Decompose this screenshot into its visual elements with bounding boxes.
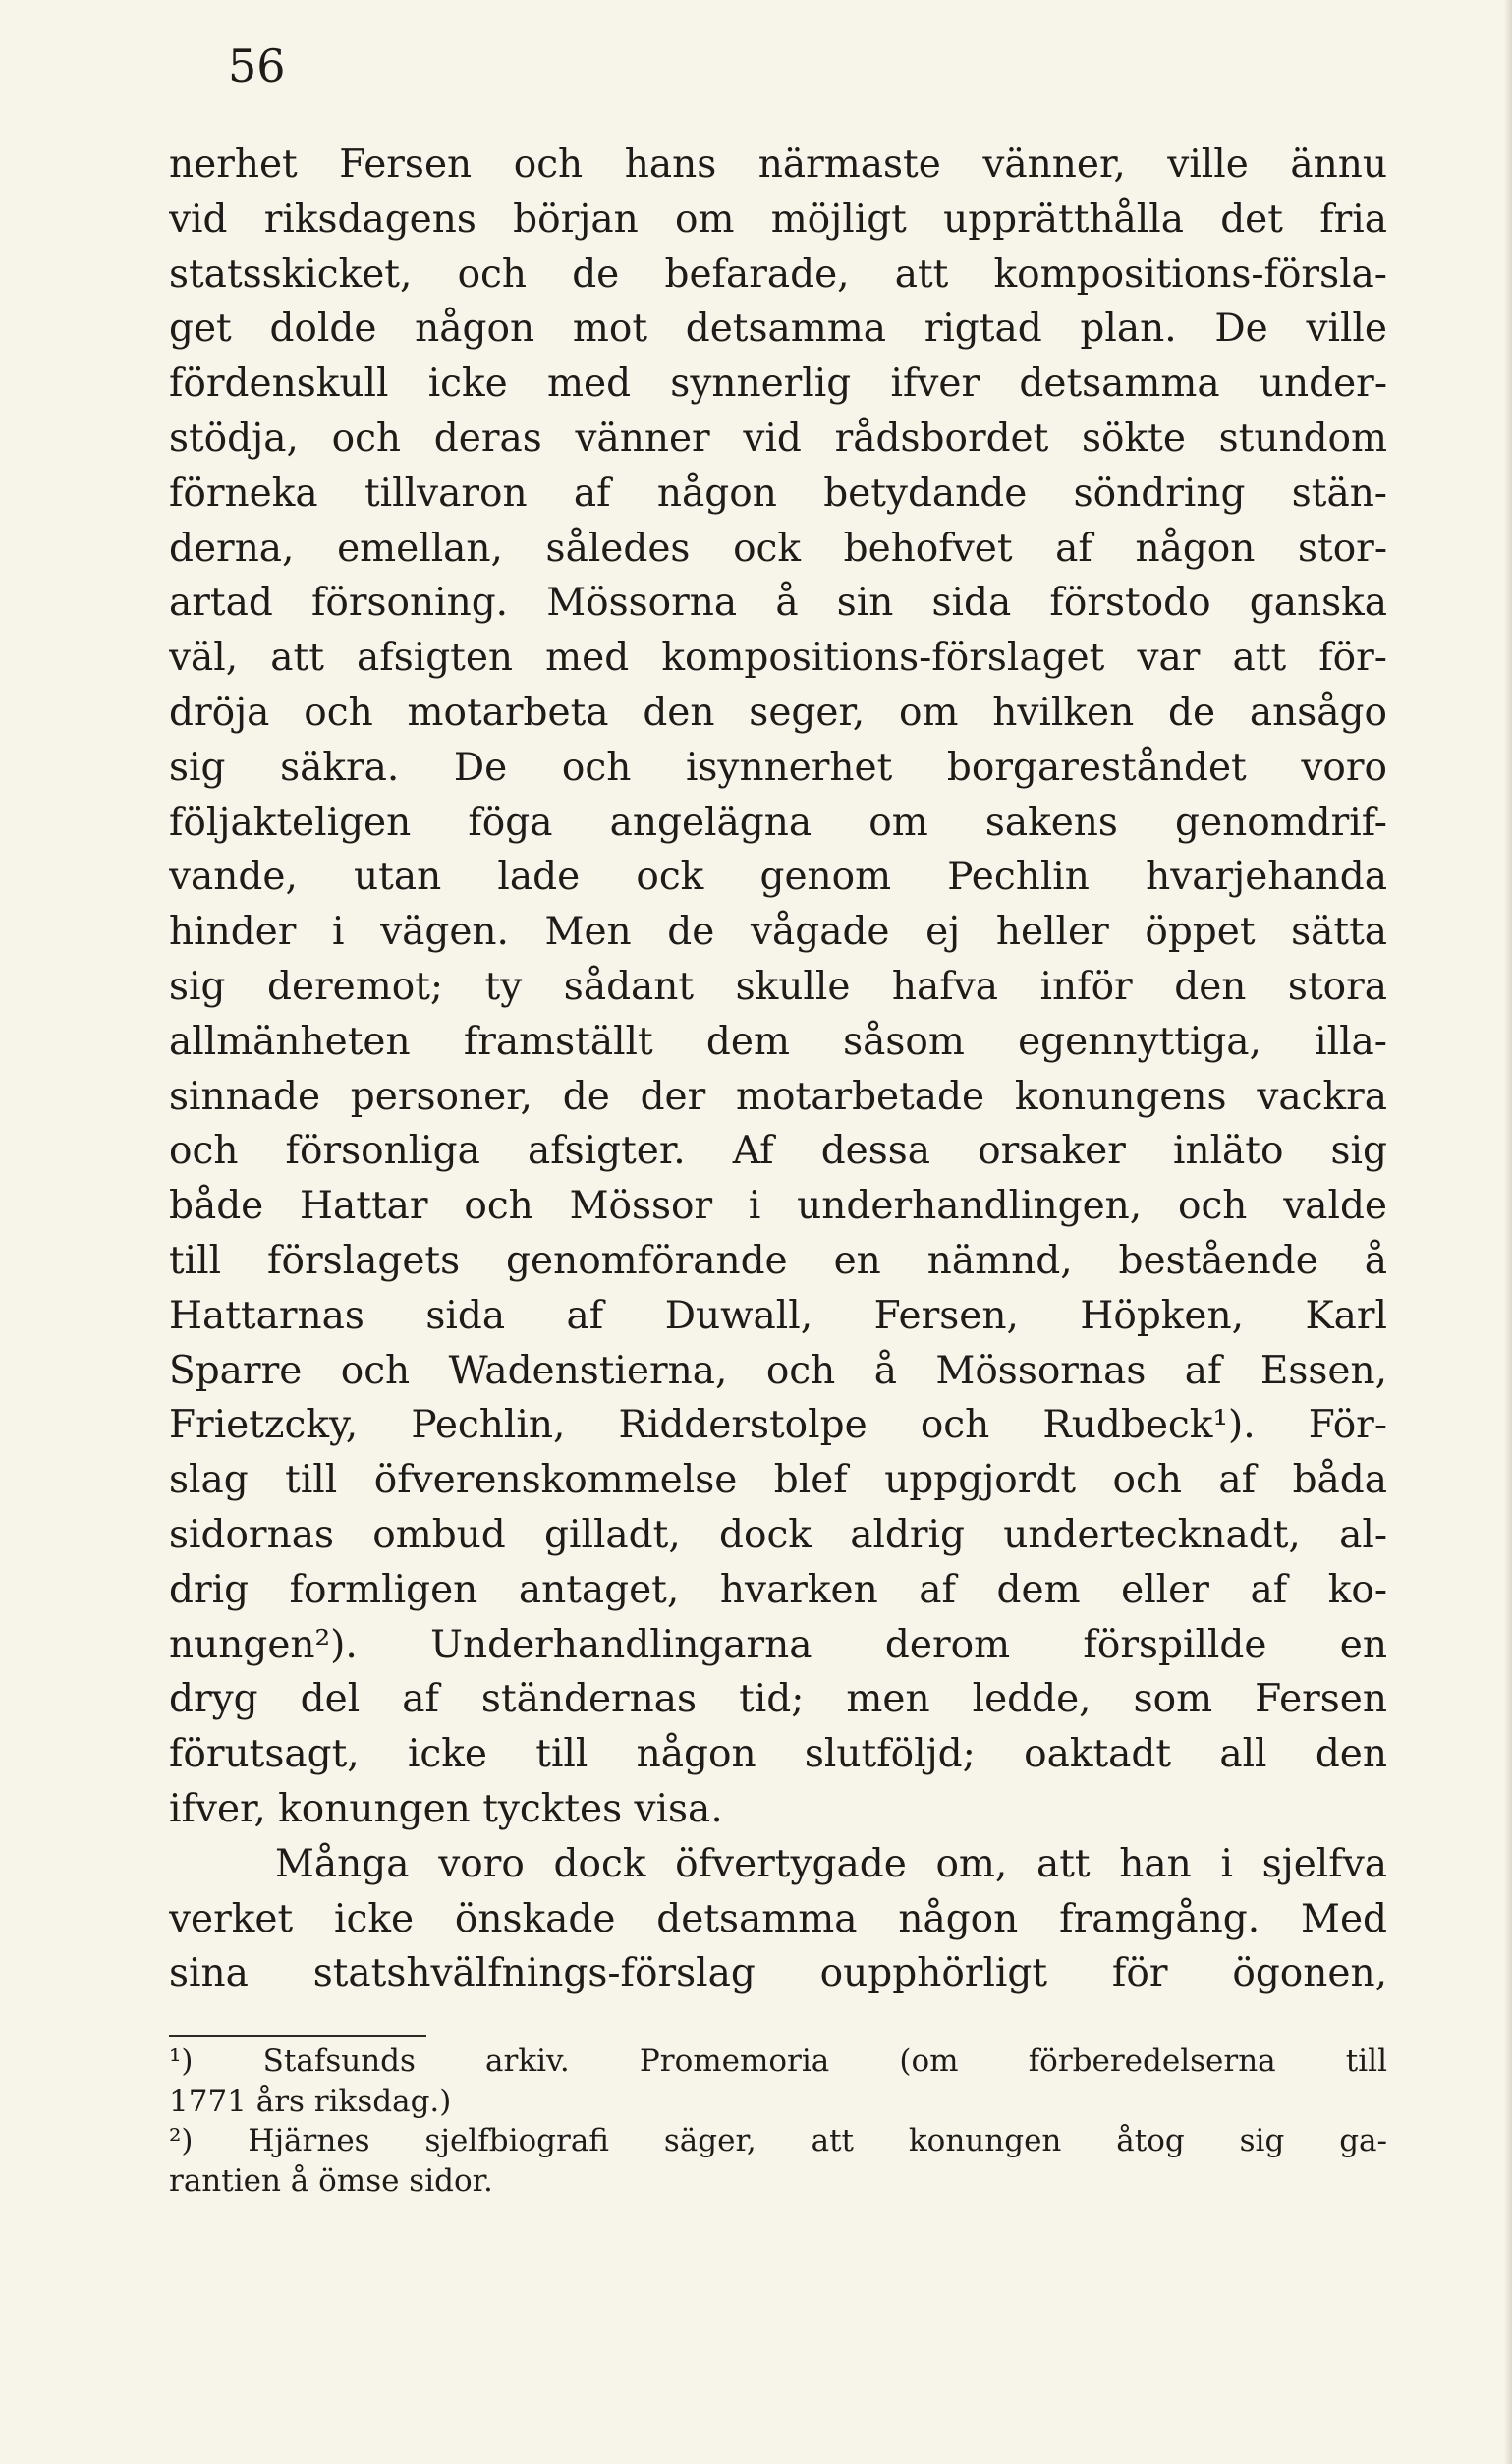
text-line: dröja och motarbeta den seger, om hvilken de ansågo <box>169 690 1387 735</box>
footnote-1-continuation: 1771 års riksdag.) <box>169 2083 452 2119</box>
text-line: sig deremot; ty sådant skulle hafva inför den stora <box>169 964 1387 1009</box>
text-line: verket icke önskade detsamma någon framgång. Med <box>169 1896 1387 1941</box>
text-line: sina statshvälfnings-förslag oupphörligt för ögonen, <box>169 1951 1387 1996</box>
text-line: statsskicket, och de befarade, att kompositions-försla- <box>169 252 1387 297</box>
text-line: dryg del af ständernas tid; men ledde, som Fersen <box>169 1677 1387 1722</box>
text-line: och försonliga afsigter. Af dessa orsaker inläto sig <box>169 1129 1387 1174</box>
text-line: fördenskull icke med synnerlig ifver detsamma under- <box>169 362 1387 407</box>
text-line: vande, utan lade ock genom Pechlin hvarjehanda <box>169 855 1387 900</box>
text-line: drig formligen antaget, hvarken af dem eller af ko- <box>169 1567 1387 1612</box>
text-line: sinnade personer, de der motarbetade konungens vackra <box>169 1074 1387 1119</box>
text-line: nerhet Fersen och hans närmaste vänner, ville ännu <box>169 142 1387 187</box>
text-line: slag till öfverenskommelse blef uppgjordt och af båda <box>169 1458 1387 1503</box>
text-line: Sparre och Wadenstierna, och å Mössornas af Essen, <box>169 1348 1387 1393</box>
text-line: derna, emellan, således ock behofvet af någon stor- <box>169 526 1387 571</box>
text-line: nungen²). Underhandlingarna derom förspillde en <box>169 1622 1387 1667</box>
text-line: väl, att afsigten med kompositions-förslaget var att för- <box>169 636 1387 681</box>
text-line: till förslagets genomförande en nämnd, bestående å <box>169 1238 1387 1283</box>
footnote-divider <box>169 2035 426 2037</box>
text-line: vid riksdagens början om möjligt upprätthålla det fria <box>169 196 1387 242</box>
footnote-1: ¹) Stafsunds arkiv. Promemoria (om förberedelserna till <box>169 2044 1387 2079</box>
page-number: 56 <box>228 39 286 92</box>
text-line: get dolde någon mot detsamma rigtad plan. De ville <box>169 307 1387 352</box>
footnote-2: ²) Hjärnes sjelfbiografi säger, att konungen åtog sig ga- <box>169 2123 1387 2158</box>
text-line: både Hattar och Mössor i underhandlingen, och valde <box>169 1184 1387 1229</box>
text-line: stödja, och deras vänner vid rådsbordet sökte stundom <box>169 416 1387 461</box>
text-line: sidornas ombud gilladt, dock aldrig undertecknadt, al- <box>169 1512 1387 1557</box>
text-line: Hattarnas sida af Duwall, Fersen, Höpken, Karl <box>169 1293 1387 1338</box>
text-line: förneka tillvaron af någon betydande söndring stän- <box>169 471 1387 516</box>
text-line: Frietzcky, Pechlin, Ridderstolpe och Rudbeck¹). För- <box>169 1403 1387 1448</box>
text-line: förutsagt, icke till någon slutföljd; oaktadt all den <box>169 1732 1387 1777</box>
body-text <box>169 138 1387 2001</box>
text-line: allmänheten framställt dem såsom egennyttiga, illa- <box>169 1019 1387 1064</box>
paragraph-start-line: Många voro dock öfvertygade om, att han i sjelfva <box>275 1841 1387 1886</box>
footnote-2-continuation: rantien å ömse sidor. <box>169 2162 493 2199</box>
paragraph-end-line: ifver, konungen tycktes visa. <box>169 1786 723 1831</box>
footnotes <box>169 2042 1387 2201</box>
text-line: hinder i vägen. Men de vågade ej heller öppet sätta <box>169 910 1387 955</box>
text-line: sig säkra. De och isynnerhet borgareståndet voro <box>169 745 1387 790</box>
text-line: följakteligen föga angelägna om sakens genomdrif- <box>169 800 1387 845</box>
page-edge <box>1504 0 1512 2464</box>
text-line: artad försoning. Mössorna å sin sida förstodo ganska <box>169 581 1387 626</box>
